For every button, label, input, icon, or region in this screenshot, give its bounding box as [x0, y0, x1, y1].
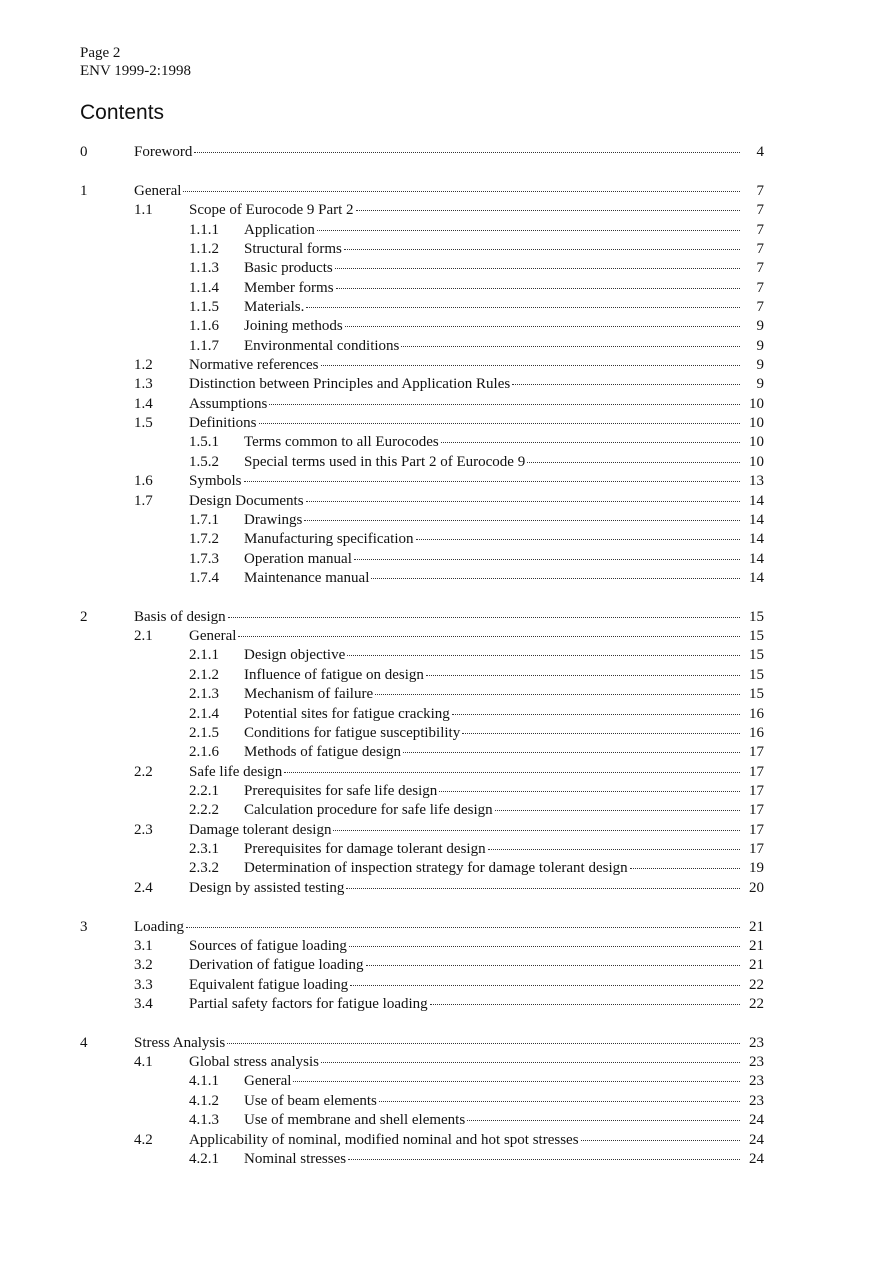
toc-row[interactable]	[0, 918, 893, 937]
toc-page-number: 16	[749, 724, 764, 741]
toc-page-number: 13	[749, 473, 764, 490]
toc-page-number: 23	[749, 1034, 764, 1051]
toc-page-number: 17	[749, 802, 764, 819]
toc-row[interactable]	[0, 608, 893, 627]
toc-number: 1.1.6	[189, 318, 219, 335]
toc-number: 2.1.3	[189, 686, 219, 703]
toc-number: 1.1.3	[189, 260, 219, 277]
toc-row[interactable]	[0, 646, 893, 665]
toc-number: 4.1.1	[189, 1073, 219, 1090]
toc-title[interactable]: Prerequisites for damage tolerant design	[244, 840, 486, 857]
toc-row[interactable]	[0, 569, 893, 588]
toc-number: 2.2.2	[189, 802, 219, 819]
toc-title[interactable]: Materials.	[244, 299, 305, 315]
toc-page-number: 22	[749, 976, 764, 993]
toc-number: 1.7.4	[189, 569, 219, 586]
toc-row[interactable]	[0, 840, 893, 859]
toc-row[interactable]	[0, 317, 893, 336]
toc-title[interactable]: Design objective	[244, 647, 346, 664]
toc-row[interactable]	[0, 937, 893, 956]
toc-title[interactable]: Partial safety factors for fatigue loading	[189, 995, 428, 1012]
toc-title[interactable]: Sources of fatigue loading	[189, 937, 347, 954]
dot-leader	[403, 752, 740, 753]
toc-title[interactable]: Prerequisites for safe life design	[244, 782, 438, 799]
toc-title[interactable]: Joining methods	[244, 318, 343, 335]
toc-title[interactable]: Design Documents	[189, 492, 304, 509]
dot-leader	[439, 791, 740, 792]
dot-leader	[441, 442, 740, 443]
toc-title[interactable]: Potential sites for fatigue cracking	[244, 705, 450, 722]
dot-leader	[346, 888, 740, 889]
toc-number: 2.1.2	[189, 666, 219, 683]
toc-number: 3.3	[134, 976, 153, 993]
dot-leader	[336, 288, 740, 289]
toc-row[interactable]	[0, 375, 893, 394]
toc-page-number: 21	[749, 937, 764, 954]
toc-number: 2.4	[134, 879, 153, 896]
toc-page-number: 23	[749, 1073, 764, 1090]
dot-leader	[321, 365, 740, 366]
toc-title[interactable]: Methods of fatigue design	[244, 744, 402, 761]
toc-row[interactable]	[0, 492, 893, 511]
toc-row[interactable]	[0, 1034, 893, 1053]
toc-page-number: 14	[749, 569, 764, 586]
toc-row[interactable]	[0, 1150, 893, 1169]
toc-row[interactable]	[0, 859, 893, 878]
toc-number: 0	[80, 144, 88, 160]
toc-row[interactable]	[0, 1072, 893, 1091]
toc-number: 3	[80, 918, 88, 935]
document-id: ENV 1999-2:1998	[80, 63, 191, 79]
toc-page-number: 17	[749, 782, 764, 799]
toc-title[interactable]: Member forms	[244, 279, 334, 296]
toc-page-number: 14	[749, 511, 764, 528]
dot-leader	[401, 346, 740, 347]
toc-title[interactable]: Environmental conditions	[244, 337, 400, 354]
toc-title[interactable]: Determination of inspection strategy for damage tolerant design	[244, 860, 628, 877]
toc-row[interactable]	[0, 472, 893, 491]
dot-leader	[228, 617, 740, 618]
toc-number: 2.1.5	[189, 724, 219, 741]
toc-row[interactable]	[0, 1111, 893, 1130]
toc-number: 4.1	[134, 1054, 153, 1071]
dot-leader	[356, 210, 740, 211]
dot-leader	[581, 1140, 740, 1141]
toc-title[interactable]: Conditions for fatigue susceptibility	[244, 724, 461, 741]
dot-leader	[306, 501, 740, 502]
toc-row[interactable]	[0, 143, 893, 162]
toc-title[interactable]: Operation manual	[244, 550, 352, 567]
toc-row[interactable]	[0, 1092, 893, 1111]
toc-number: 1.3	[134, 376, 153, 393]
toc-page-number: 19	[749, 860, 764, 877]
dot-leader	[183, 191, 740, 192]
toc-title[interactable]: Loading	[134, 918, 184, 935]
toc-page-number: 4	[756, 144, 764, 160]
toc-page-number: 7	[756, 182, 764, 199]
toc-page-number: 7	[756, 221, 764, 238]
toc-title[interactable]: General	[134, 182, 182, 199]
toc-row[interactable]	[0, 182, 893, 201]
toc-page-number: 10	[749, 415, 764, 432]
toc-row[interactable]	[0, 201, 893, 220]
dot-leader	[349, 946, 740, 947]
dot-leader	[495, 810, 740, 811]
dot-leader	[430, 1004, 740, 1005]
toc-title[interactable]: Applicability of nominal, modified nominal and hot spot stresses	[189, 1131, 579, 1148]
toc-row[interactable]	[0, 705, 893, 724]
dot-leader	[527, 462, 740, 463]
toc-row[interactable]	[0, 530, 893, 549]
toc-number: 1.4	[134, 395, 153, 412]
toc-page-number: 7	[756, 260, 764, 277]
toc-row[interactable]	[0, 279, 893, 298]
dot-leader	[269, 404, 740, 405]
toc-title[interactable]: Special terms used in this Part 2 of Eurocode 9	[244, 453, 526, 470]
dot-leader	[375, 694, 740, 695]
toc-row[interactable]	[0, 995, 893, 1014]
toc-page-number: 21	[749, 918, 764, 935]
toc-number: 2.3	[134, 821, 153, 838]
toc-row[interactable]	[0, 821, 893, 840]
toc-title[interactable]: Scope of Eurocode 9 Part 2	[189, 202, 354, 219]
toc-number: 1.1.4	[189, 279, 219, 296]
dot-leader	[354, 559, 740, 560]
toc-title[interactable]: Normative references	[189, 357, 319, 373]
toc-number: 3.1	[134, 937, 153, 954]
dot-leader	[284, 772, 740, 773]
toc-title[interactable]: Symbols	[189, 473, 242, 490]
dot-leader	[238, 636, 740, 637]
toc-title[interactable]: Derivation of fatigue loading	[189, 957, 364, 974]
toc-number: 1.1.1	[189, 221, 219, 238]
toc-number: 4.1.2	[189, 1092, 219, 1109]
toc-title[interactable]: Stress Analysis	[134, 1034, 226, 1051]
toc-page-number: 7	[756, 240, 764, 257]
toc-row[interactable]	[0, 414, 893, 433]
toc-page-number: 21	[749, 957, 764, 974]
toc-number: 2.1.1	[189, 647, 219, 664]
toc-page-number: 7	[756, 202, 764, 219]
dot-leader	[293, 1081, 740, 1082]
toc-page-number: 9	[756, 357, 764, 373]
toc-title[interactable]: Maintenance manual	[244, 569, 370, 586]
dot-leader	[335, 268, 740, 269]
dot-leader	[366, 965, 740, 966]
dot-leader	[345, 326, 740, 327]
toc-number: 1.1.7	[189, 337, 219, 354]
toc-page-number: 17	[749, 821, 764, 838]
toc-number: 2	[80, 608, 88, 625]
toc-number: 1.7.2	[189, 531, 219, 548]
toc-title[interactable]: Assumptions	[189, 395, 268, 412]
toc-row[interactable]	[0, 395, 893, 414]
toc-number: 1.1.5	[189, 299, 219, 315]
toc-page-number: 14	[749, 550, 764, 567]
dot-leader	[304, 520, 740, 521]
toc-number: 4	[80, 1034, 88, 1051]
toc-number: 1.1	[134, 202, 153, 219]
toc-page-number: 24	[749, 1150, 764, 1167]
toc-row[interactable]	[0, 801, 893, 820]
toc-number: 2.1.6	[189, 744, 219, 761]
dot-leader	[317, 230, 740, 231]
dot-leader	[306, 307, 740, 308]
toc-title[interactable]: Design by assisted testing	[189, 879, 345, 896]
toc-number: 1.5	[134, 415, 153, 432]
toc-page-number: 15	[749, 608, 764, 625]
toc-page-number: 24	[749, 1112, 764, 1129]
toc-row[interactable]	[0, 433, 893, 452]
toc-number: 1.6	[134, 473, 153, 490]
toc-title[interactable]: Use of beam elements	[244, 1092, 377, 1109]
toc-page-number: 14	[749, 492, 764, 509]
dot-leader	[379, 1101, 740, 1102]
toc-row[interactable]	[0, 879, 893, 898]
toc-title[interactable]: Basic products	[244, 260, 333, 277]
toc-title[interactable]: Damage tolerant design	[189, 821, 332, 838]
dot-leader	[347, 655, 740, 656]
contents-heading: Contents	[80, 101, 165, 124]
toc-title[interactable]: General	[189, 628, 237, 645]
toc-number: 3.2	[134, 957, 153, 974]
toc-page-number: 24	[749, 1131, 764, 1148]
toc-number: 1.5.1	[189, 434, 219, 451]
toc-page-number: 17	[749, 840, 764, 857]
toc-page-number: 7	[756, 299, 764, 315]
dot-leader	[350, 985, 740, 986]
toc-title[interactable]: Application	[244, 221, 315, 238]
toc-number: 1.5.2	[189, 453, 219, 470]
toc-number: 2.3.2	[189, 860, 219, 877]
dot-leader	[194, 152, 740, 153]
toc-title[interactable]: Influence of fatigue on design	[244, 666, 424, 683]
toc-number: 4.2	[134, 1131, 153, 1148]
toc-number: 2.1	[134, 628, 153, 645]
toc-title[interactable]: Manufacturing specification	[244, 531, 414, 548]
dot-leader	[512, 384, 740, 385]
toc-title[interactable]: Nominal stresses	[244, 1150, 347, 1167]
page-number: Page 2	[80, 45, 121, 61]
toc-number: 1.7	[134, 492, 153, 509]
toc-row[interactable]	[0, 453, 893, 472]
toc-row[interactable]	[0, 782, 893, 801]
toc-page-number: 22	[749, 995, 764, 1012]
toc-page-number: 10	[749, 453, 764, 470]
dot-leader	[259, 423, 741, 424]
toc-title[interactable]: Equivalent fatigue loading	[189, 976, 349, 993]
toc-page-number: 17	[749, 744, 764, 761]
toc-row[interactable]	[0, 743, 893, 762]
toc-page-number: 20	[749, 879, 764, 896]
toc-page-number: 7	[756, 279, 764, 296]
toc-title[interactable]: Terms common to all Eurocodes	[244, 434, 439, 451]
toc-page-number: 10	[749, 395, 764, 412]
toc-page-number: 15	[749, 666, 764, 683]
toc-row[interactable]	[0, 627, 893, 646]
dot-leader	[186, 927, 740, 928]
toc-row[interactable]	[0, 1053, 893, 1072]
toc-page-number: 10	[749, 434, 764, 451]
dot-leader	[452, 714, 740, 715]
toc-title[interactable]: Distinction between Principles and Application Rules	[189, 376, 511, 393]
dot-leader	[227, 1043, 740, 1044]
toc-page-number: 14	[749, 531, 764, 548]
toc-page-number: 15	[749, 647, 764, 664]
toc-title[interactable]: Mechanism of failure	[244, 686, 374, 703]
toc-row[interactable]	[0, 956, 893, 975]
dot-leader	[416, 539, 740, 540]
toc-row[interactable]	[0, 511, 893, 530]
toc-number: 1.7.3	[189, 550, 219, 567]
toc-number: 2.3.1	[189, 840, 219, 857]
toc-page-number: 23	[749, 1054, 764, 1071]
toc-row[interactable]	[0, 976, 893, 995]
toc-number: 1.1.2	[189, 240, 219, 257]
toc-title[interactable]: Drawings	[244, 511, 303, 528]
toc-number: 3.4	[134, 995, 153, 1012]
toc-row[interactable]	[0, 1131, 893, 1150]
toc-row[interactable]	[0, 259, 893, 278]
toc-page-number: 9	[756, 376, 764, 393]
toc-page-number: 17	[749, 763, 764, 780]
toc-number: 1.7.1	[189, 511, 219, 528]
toc-number: 2.2	[134, 763, 153, 780]
toc-number: 1	[80, 182, 88, 199]
toc-number: 4.1.3	[189, 1112, 219, 1129]
toc-row[interactable]	[0, 356, 893, 375]
dot-leader	[488, 849, 740, 850]
toc-number: 2.1.4	[189, 705, 219, 722]
toc-title[interactable]: General	[244, 1073, 292, 1090]
dot-leader	[467, 1120, 740, 1121]
dot-leader	[244, 481, 740, 482]
toc-page-number: 15	[749, 686, 764, 703]
toc-page-number: 23	[749, 1092, 764, 1109]
dot-leader	[348, 1159, 740, 1160]
toc-row[interactable]	[0, 550, 893, 569]
dot-leader	[630, 868, 740, 869]
toc-page-number: 9	[756, 337, 764, 354]
dot-leader	[426, 675, 740, 676]
toc-row[interactable]	[0, 240, 893, 259]
toc-row[interactable]	[0, 763, 893, 782]
toc-row[interactable]	[0, 221, 893, 240]
toc-page-number: 15	[749, 628, 764, 645]
dot-leader	[344, 249, 740, 250]
toc-row[interactable]	[0, 666, 893, 685]
toc-title[interactable]: Foreword	[134, 144, 193, 160]
toc-row[interactable]	[0, 337, 893, 356]
toc-number: 1.2	[134, 357, 153, 373]
dot-leader	[333, 830, 740, 831]
toc-title[interactable]: Safe life design	[189, 763, 283, 780]
toc-title[interactable]: Definitions	[189, 415, 257, 432]
toc-number: 2.2.1	[189, 782, 219, 799]
dot-leader	[371, 578, 740, 579]
toc-title[interactable]: Basis of design	[134, 608, 226, 625]
toc-title[interactable]: Use of membrane and shell elements	[244, 1112, 466, 1129]
toc-number: 4.2.1	[189, 1150, 219, 1167]
dot-leader	[321, 1062, 740, 1063]
toc-page-number: 16	[749, 705, 764, 722]
toc-title[interactable]: Calculation procedure for safe life design	[244, 802, 493, 819]
toc-row[interactable]	[0, 298, 893, 317]
toc-title[interactable]: Structural forms	[244, 240, 342, 257]
toc-title[interactable]: Global stress analysis	[189, 1054, 319, 1071]
toc-page-number: 9	[756, 318, 764, 335]
dot-leader	[462, 733, 740, 734]
toc-row[interactable]	[0, 685, 893, 704]
toc-row[interactable]	[0, 724, 893, 743]
